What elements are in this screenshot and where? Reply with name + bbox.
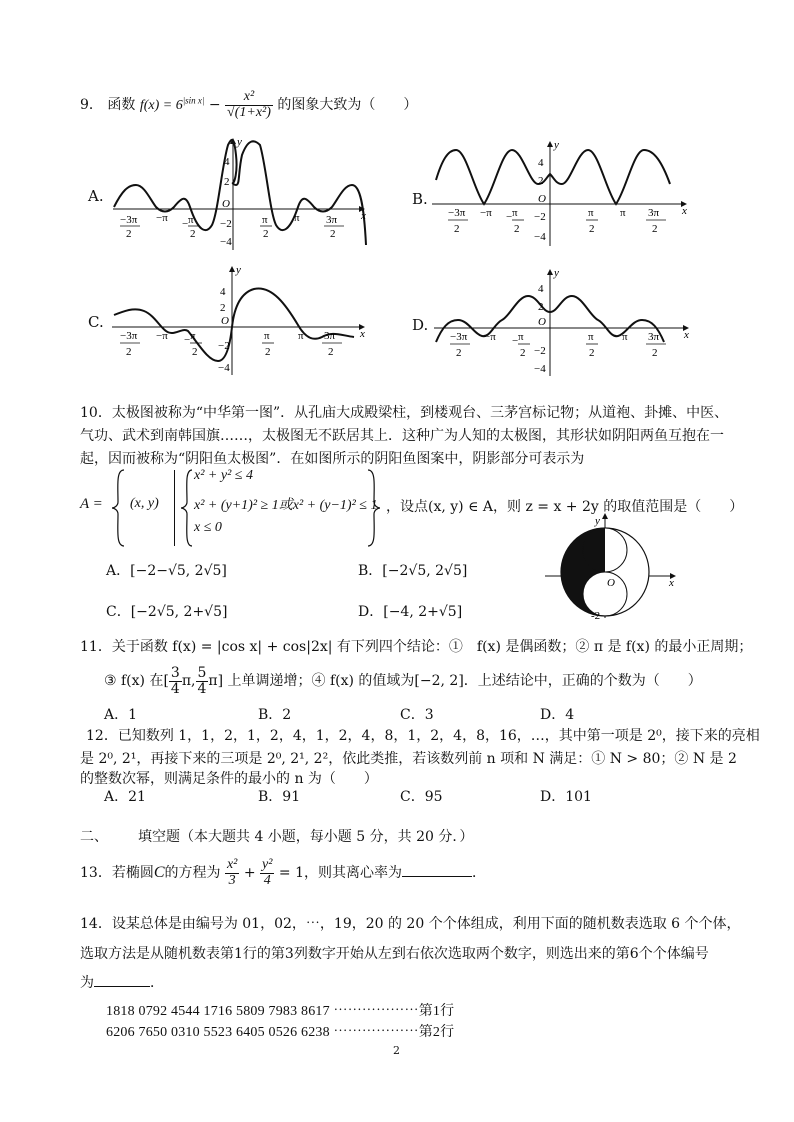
question-13: [80, 858, 486, 888]
tick-minus-3pi: −3π: [120, 214, 138, 226]
question-number: 12．: [86, 728, 118, 744]
tick-denominator: 2: [190, 228, 196, 240]
graph-a: [108, 135, 370, 253]
q10-option-a[interactable]: A．[−2−√5, 2√5]: [106, 563, 227, 579]
question-number: 14．: [80, 916, 112, 932]
tick-denominator: 2: [514, 223, 520, 235]
q12-option-a[interactable]: A．21: [104, 789, 146, 805]
option-label-c: C.: [88, 313, 104, 331]
question-12-line3: 的整数次幂，则满足条件的最小的 n 为（ ）: [80, 771, 378, 787]
y-axis-label: y: [236, 265, 241, 276]
q11-option-a[interactable]: A．1: [104, 707, 138, 723]
inner-brace: [178, 468, 194, 548]
question-14-line2: 选取方法是从随机数表第1行的第3列数字开始从左到右依次选取两个数字，则选出来的第6个个体编号: [80, 946, 709, 962]
question-9-stem: [80, 90, 417, 120]
tick-denominator: 2: [328, 346, 334, 358]
fraction: $\frac{\text{x²}}{3}$: [226, 857, 238, 888]
origin-label: O: [222, 198, 230, 210]
section-title: 填空题（本大题共 4 小题，每小题 5 分，共 20 分．）: [138, 829, 474, 845]
tick-4: 4: [538, 283, 544, 295]
minus-sign: −: [208, 97, 221, 114]
question-number: 13．: [80, 865, 112, 882]
condition-1: x² + y² ≤ 4: [194, 468, 253, 483]
fraction: $\frac{3}{4}$: [170, 665, 180, 697]
stem-text: 已知数列 1，1，2，1，2，4，1，2，4，8，1，2，4，8，16，…，其中第一项是 2⁰，接下来的亮相: [117, 728, 760, 744]
tick-minus4: −4: [534, 231, 546, 243]
option-label-b: B.: [412, 190, 428, 208]
x-axis-label: x: [684, 329, 689, 341]
tick-denominator: 2: [265, 346, 271, 358]
stem-tail: 的图象大致为（ ）: [277, 97, 418, 114]
period: ．: [471, 865, 486, 882]
fraction: $\frac{5}{4}$: [197, 665, 207, 697]
tick-pi: π: [298, 330, 304, 342]
question-10-line3: 起，因而被称为“阴阳鱼太极图”．在如图所示的阴阳鱼图案中，阴影部分可表示为: [80, 451, 585, 467]
set-variable: (x, y): [130, 496, 159, 511]
random-table-row-1: 1818 0792 4544 1716 5809 7983 8617 ⋯⋯⋯⋯⋯⋯第1行: [106, 1004, 455, 1019]
tick-denominator: 2: [126, 228, 132, 240]
question-11-line1: [80, 636, 752, 656]
y-axis-label: y: [554, 268, 559, 279]
question-10-line2: 气功、武术到南韩国旗……，太极图无不跃居其上．这种广为人知的太极图，其形状如阴阳两鱼互抱在一: [80, 428, 724, 444]
tick-minus2: −2: [218, 340, 230, 352]
q12-option-c[interactable]: C．95: [400, 789, 443, 805]
answer-blank[interactable]: [94, 974, 150, 987]
tick-minus2: −2: [534, 211, 546, 223]
tick-minus4: −4: [220, 236, 232, 248]
tick-pi-half: π: [588, 331, 594, 343]
tick-minus-pi-half: π: [518, 331, 524, 343]
taiji-figure: [545, 510, 680, 620]
curve-c: [114, 288, 354, 361]
function-expression: f(x) = 6: [139, 98, 183, 114]
minus-sign: −: [182, 218, 189, 230]
stem-text: ③ f(x) 在[: [104, 673, 169, 690]
question-11-line2: [104, 666, 702, 696]
origin-label: O: [538, 316, 546, 328]
tick-denominator: 2: [126, 346, 132, 358]
origin-label: O: [607, 577, 615, 589]
stem-text: 设某总体是由编号为 01，02，⋯，19，20 的 20 个个体组成，利用下面的随机数表选取 6 个个体，: [111, 916, 741, 932]
question-14-line3: [80, 972, 164, 992]
tick-minus2: −2: [220, 218, 232, 230]
curve-b: [436, 150, 670, 204]
curve-a: [114, 140, 366, 245]
tick-pi-half: π: [262, 214, 268, 226]
tick-minus4: −4: [534, 363, 546, 375]
section-2-heading: [80, 826, 473, 846]
tick-minus4: −4: [218, 362, 230, 374]
tick-pi: π: [620, 207, 626, 219]
tick-4: 4: [224, 156, 230, 168]
option-label-a: A.: [88, 187, 104, 205]
tick-pi-half: π: [588, 207, 594, 219]
tick-2: 2: [224, 176, 230, 188]
tick-minus-pi-half: π: [512, 207, 518, 219]
question-10-line1: [80, 402, 728, 422]
answer-blank[interactable]: [402, 864, 472, 877]
graph-c: [108, 265, 370, 377]
stem-text: π,: [181, 673, 196, 690]
period: ．: [150, 975, 164, 991]
tick-minus-pi: −π: [480, 207, 492, 219]
q10-option-c[interactable]: C．[−2√5, 2+√5]: [106, 604, 228, 620]
condition-3: x ≤ 0: [194, 520, 222, 535]
y-axis-label: y: [237, 136, 242, 148]
stem-text: = 1，则其离心率为: [278, 865, 402, 882]
question-12-line1: [86, 725, 760, 745]
tick-minus2: -2: [591, 610, 601, 620]
tick-minus-3pi: −3π: [450, 331, 468, 343]
tick-3pi: 3π: [324, 330, 336, 342]
set-bar: [174, 470, 175, 546]
tick-minus-pi: −π: [156, 212, 168, 224]
fraction-denominator: √(1+x²): [227, 104, 271, 120]
random-table-row-2: 6206 7650 0310 5523 6405 0526 6238 ⋯⋯⋯⋯⋯⋯第2行: [106, 1025, 455, 1040]
ellipse-name: C: [153, 864, 165, 882]
left-brace: [108, 468, 128, 548]
stem-text: 为: [80, 975, 94, 991]
tick-4: 4: [220, 286, 226, 298]
right-brace: [364, 468, 384, 548]
tick-3pi: 3π: [648, 207, 660, 219]
tick-pi: π: [622, 331, 628, 343]
tick-denominator: 2: [454, 223, 460, 235]
q10-option-d[interactable]: D．[−4, 2+√5]: [358, 604, 463, 620]
tick-pi: π: [294, 212, 300, 224]
section-number: 二、: [80, 829, 108, 845]
condition-2: x² + (y+1)² ≥ 1或x² + (y−1)² ≤ 1: [194, 498, 378, 513]
question-number: 10．: [80, 405, 112, 421]
plus-sign: +: [243, 865, 256, 882]
graph-d: [432, 268, 694, 380]
question-number: 11．: [80, 639, 112, 655]
minus-sign: −: [506, 211, 513, 223]
q12-option-d[interactable]: D．101: [540, 789, 592, 805]
tick-3pi: 3π: [648, 331, 660, 343]
x-axis-label: x: [360, 328, 365, 340]
origin-label: O: [221, 315, 229, 327]
stem-text: 太极图被称为“中华第一图”．从孔庙大成殿梁柱，到楼观台、三茅宫标记物；从道袍、卦摊、中医、: [111, 405, 729, 421]
x-axis-label: x: [669, 577, 674, 589]
q11-option-b[interactable]: B．2: [258, 707, 292, 723]
option-label-d: D.: [412, 316, 429, 334]
exponent: |sin x|: [182, 95, 205, 106]
y-axis-label: y: [554, 140, 559, 151]
graph-b: [430, 140, 692, 250]
stem-text: 关于函数 f(x) = |cos x| + cos|2x| 有下列四个结论：① f(x) 是偶函数；② π 是 f(x) 的最小正周期；: [111, 639, 753, 655]
tick-minus-pi: −π: [484, 331, 496, 343]
tick-minus2: −2: [534, 345, 546, 357]
fraction: [225, 90, 273, 120]
stem-text: 的方程为: [164, 865, 221, 882]
stem-text: 若椭圆: [111, 865, 154, 882]
q10-option-b[interactable]: B．[−2√5, 2√5]: [358, 563, 468, 579]
tick-denominator: 2: [589, 223, 595, 235]
question-14-line1: [80, 913, 741, 933]
tick-4: 4: [538, 157, 544, 169]
question-10-tail: ，设点(x, y) ∈ A，则 z = x + 2y 的取值范围是（ ）: [386, 499, 744, 515]
question-12-line2: 是 2⁰, 2¹，再接下来的三项是 2⁰, 2¹, 2²，依此类推，若该数列前 n 项和 N 满足：① N > 80；② N 是 2: [80, 751, 737, 767]
set-lhs: A =: [80, 496, 103, 512]
tick-minus-3pi: −3π: [448, 207, 466, 219]
tick-minus-pi-half: π: [190, 330, 196, 342]
tick-denominator: 2: [456, 347, 462, 359]
tick-minus-3pi: −3π: [120, 330, 138, 342]
x-axis-label: x: [361, 210, 366, 222]
tick-2: 2: [220, 302, 226, 314]
stem-text: π] 上单调递增；④ f(x) 的值域为[−2, 2]．上述结论中，正确的个数为（ ）: [208, 673, 702, 690]
tick-minus-pi: −π: [156, 330, 168, 342]
minus-sign: −: [512, 335, 519, 347]
stem-text: 函数: [107, 97, 136, 114]
q11-option-c[interactable]: C．3: [400, 707, 434, 723]
tick-denominator: 2: [652, 347, 658, 359]
tick-2: 2: [538, 301, 544, 313]
tick-denominator: 2: [192, 346, 198, 358]
tick-denominator: 2: [263, 228, 269, 240]
tick-denominator: 2: [652, 223, 658, 235]
origin-label: O: [538, 193, 546, 205]
tick-minus-pi-half: π: [188, 214, 194, 226]
tick-2: 2: [538, 175, 544, 187]
tick-denominator: 2: [589, 347, 595, 359]
minus-sign: −: [184, 334, 191, 346]
q12-option-b[interactable]: B．91: [258, 789, 301, 805]
page-number: 2: [393, 1044, 400, 1057]
tick-pi-half: π: [264, 330, 270, 342]
fraction: $\frac{\text{y²}}{4}$: [262, 857, 273, 888]
tick-denominator: 2: [330, 228, 336, 240]
x-axis-label: x: [682, 205, 687, 217]
fraction-numerator: x²: [225, 90, 273, 106]
y-axis-label: y: [595, 515, 600, 527]
question-number: 9．: [80, 97, 103, 114]
tick-3pi: 3π: [326, 214, 338, 226]
q11-option-d[interactable]: D．4: [540, 707, 575, 723]
tick-denominator: 2: [520, 347, 526, 359]
